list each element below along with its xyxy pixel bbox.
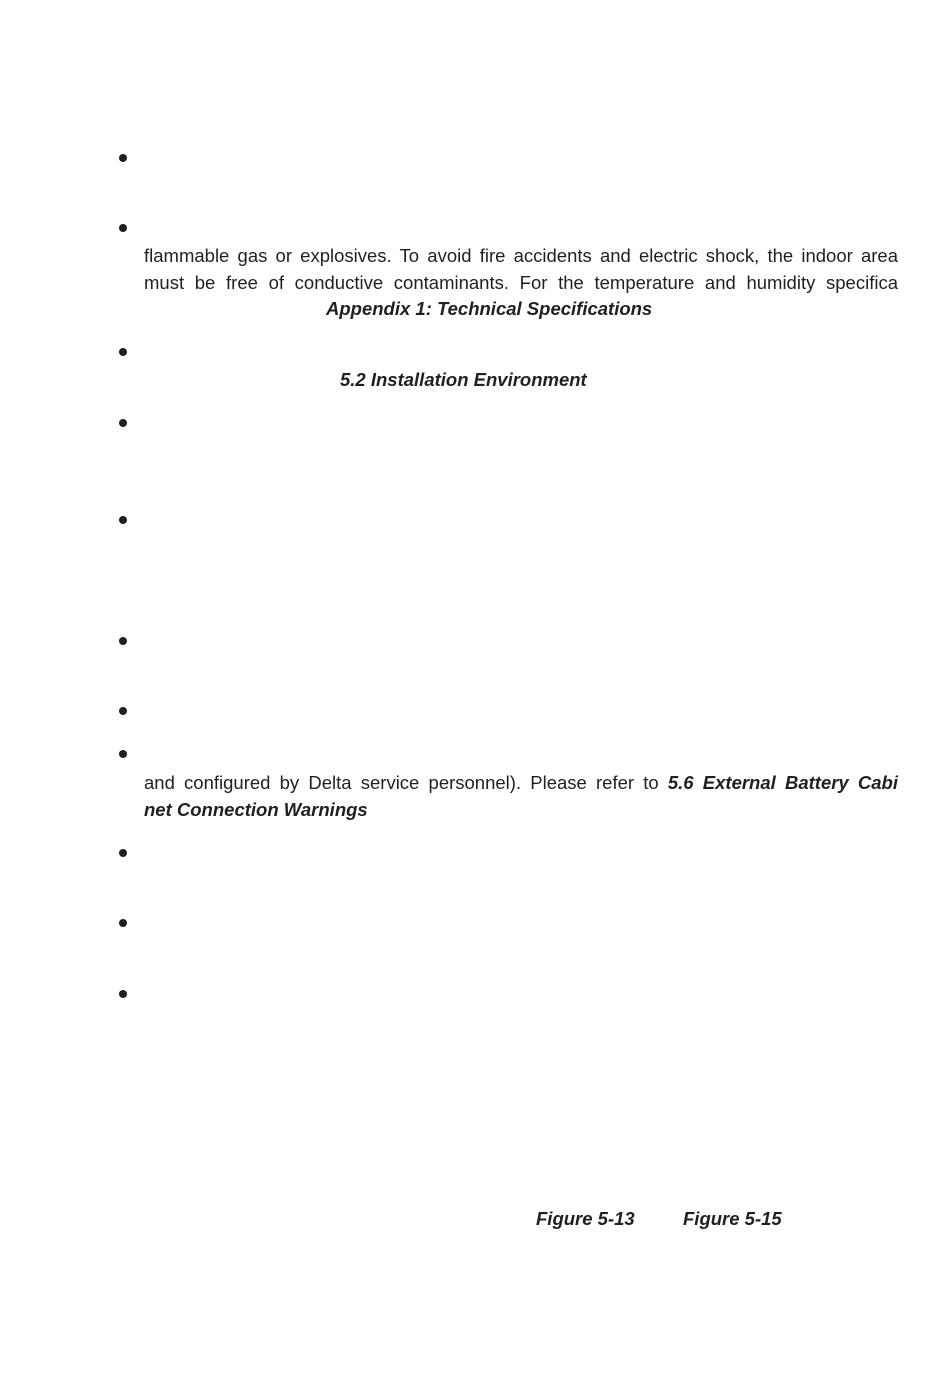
battery-cabinet-reference-part1: 5.6 External Battery Cabi bbox=[667, 772, 898, 793]
bullet-10 bbox=[119, 919, 127, 927]
bullet-11 bbox=[119, 990, 127, 998]
figure-5-13-reference: Figure 5-13 bbox=[536, 1208, 635, 1229]
item2-line2: must be free of conductive contaminants. For the temperature and humidity specifica bbox=[144, 272, 898, 293]
bullet-5 bbox=[119, 516, 127, 524]
bullet-9 bbox=[119, 849, 127, 857]
bullet-7 bbox=[119, 707, 127, 715]
bullet-6 bbox=[119, 637, 127, 645]
item2-line1: flammable gas or explosives. To avoid fire accidents and electric shock, the indoor area bbox=[144, 245, 898, 266]
item8-text: and configured by Delta service personnel). Please refer to bbox=[144, 772, 668, 793]
bullet-8 bbox=[119, 750, 127, 758]
figure-5-15-reference: Figure 5-15 bbox=[683, 1208, 782, 1229]
appendix-reference: Appendix 1: Technical Specifications bbox=[326, 298, 653, 319]
installation-environment-reference: 5.2 Installation Environment bbox=[340, 369, 587, 390]
item8-line1 bbox=[144, 772, 898, 794]
bullet-1 bbox=[119, 154, 127, 162]
bullet-3 bbox=[119, 348, 127, 356]
battery-cabinet-reference-part2: net Connection Warnings bbox=[144, 799, 368, 820]
bullet-4 bbox=[119, 419, 127, 427]
bullet-2 bbox=[119, 224, 127, 232]
